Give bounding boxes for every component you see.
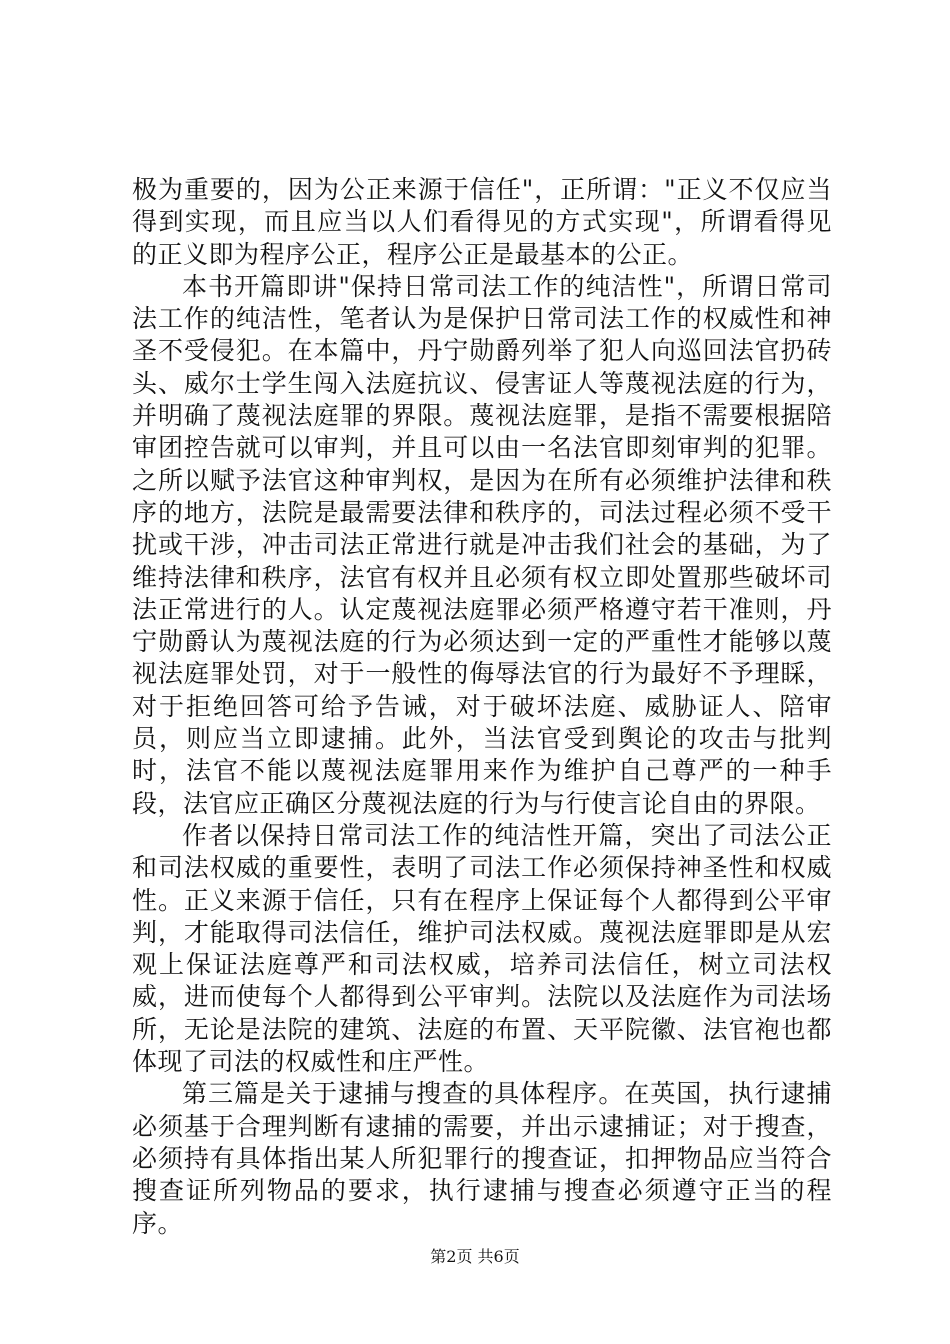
paragraph-1: 极为重要的，因为公正来源于信任"，正所谓："正义不仅应当得到实现，而且应当以人们看得见的方式实现"，所谓看得见的正义即为程序公正，程序公正是最基本的公正。: [132, 175, 832, 269]
document-body: [132, 174, 832, 1240]
page-number-footer: 第2页 共6页: [430, 1247, 520, 1266]
paragraph-3: 作者以保持日常司法工作的纯洁性开篇，突出了司法公正和司法权威的重要性，表明了司法工作必须保持神圣性和权威性。正义来源于信任，只有在程序上保证每个人都得到公平审判，才能取得司法信任，维护司法权威。蔑视法庭罪即是从宏观上保证法庭尊严和司法权威，培养司法信任，树立司法权威，进而使每个人都得到公平审判。法院以及法庭作为司法场所，无论是法院的建筑、法庭的布置、天平院徽、法官袍也都体现了司法的权威性和庄严性。: [132, 820, 832, 1077]
paragraph-2: 本书开篇即讲"保持日常司法工作的纯洁性"，所谓日常司法工作的纯洁性，笔者认为是保护日常司法工作的权威性和神圣不受侵犯。在本篇中，丹宁勋爵列举了犯人向巡回法官扔砖头、威尔士学生闯入法庭抗议、侵害证人等蔑视法庭的行为，并明确了蔑视法庭罪的界限。蔑视法庭罪，是指不需要根据陪审团控告就可以审判，并且可以由一名法官即刻审判的犯罪。之所以赋予法官这种审判权，是因为在所有必须维护法律和秩序的地方，法院是最需要法律和秩序的，司法过程必须不受干扰或干涉，冲击司法正常进行就是冲击我们社会的基础，为了维持法律和秩序，法官有权并且必须有权立即处置那些破坏司法正常进行的人。认定蔑视法庭罪必须严格遵守若干准则，丹宁勋爵认为蔑视法庭的行为必须达到一定的严重性才能够以蔑视法庭罪处罚，对于一般性的侮辱法官的行为最好不予理睬，对于拒绝回答可给予告诫，对于破坏法庭、威胁证人、陪审员，则应当立即逮捕。此外，当法官受到舆论的攻击与批判时，法官不能以蔑视法庭罪用来作为维护自己尊严的一种手段，法官应正确区分蔑视法庭的行为与行使言论自由的界限。: [132, 271, 832, 818]
paragraph-4: 第三篇是关于逮捕与搜查的具体程序。在英国，执行逮捕必须基于合理判断有逮捕的需要，并出示逮捕证；对于搜查，必须持有具体指出某人所犯罪行的搜查证，扣押物品应当符合搜查证所列物品的要求，执行逮捕与搜查必须遵守正当的程序。: [132, 1079, 832, 1238]
